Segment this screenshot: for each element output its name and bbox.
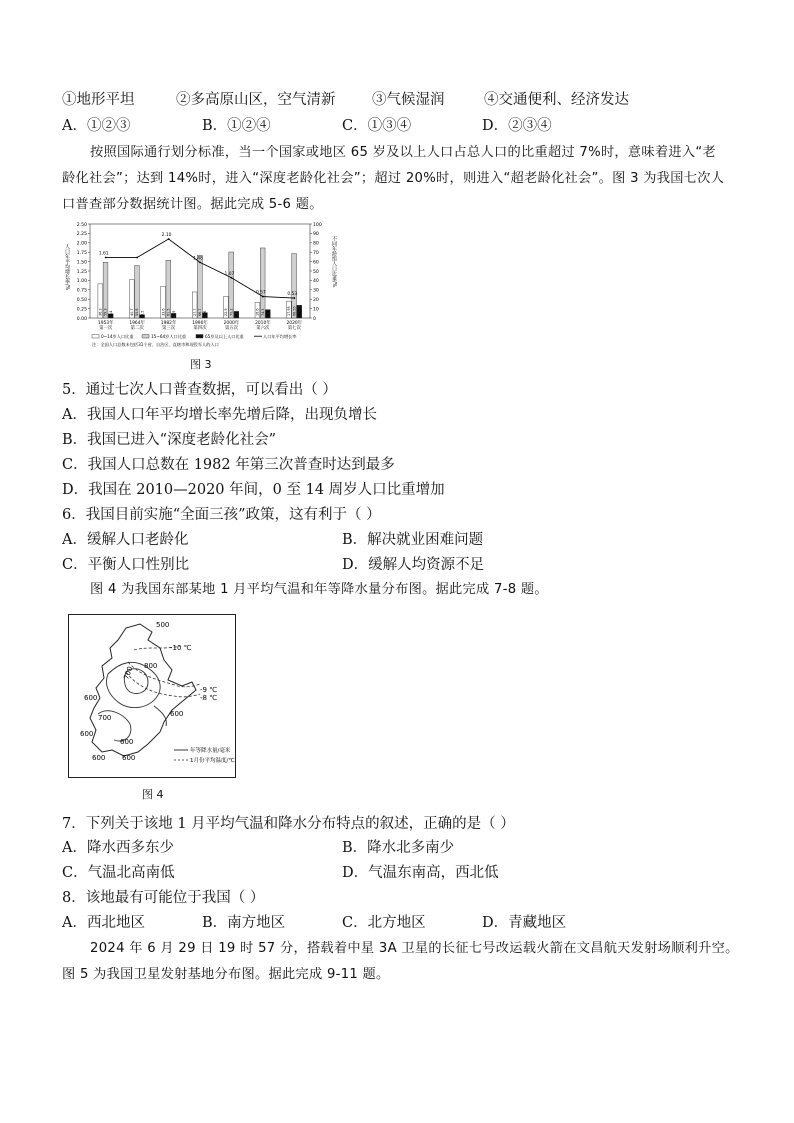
category-label: 2000年 (223, 321, 240, 326)
bar-value-label: 55.8 (135, 308, 140, 316)
q6-option-d: D．缓解人均资源不足 (342, 557, 485, 573)
right-tick-label: 70 (313, 251, 319, 256)
legend-label: 65岁及以上人口比重 (205, 334, 244, 339)
right-tick-label: 50 (313, 269, 319, 275)
q4-option-3: ③气候湿润 (372, 92, 445, 108)
q8-option-b: B．南方地区 (202, 915, 286, 931)
category-label: 2010年 (255, 321, 271, 326)
right-tick-label: 80 (313, 241, 319, 247)
category-label: 第一次 (99, 326, 113, 331)
bar-value-label: 70.2 (229, 308, 234, 316)
bar (229, 252, 234, 318)
legend-label: 15~64岁人口比重 (151, 334, 187, 339)
bar-value-label: 40.7 (129, 308, 134, 316)
category-label: 1982年 (160, 321, 177, 326)
figure-3-caption: 图 3 (190, 358, 212, 371)
intro-7-8 (62, 577, 742, 603)
legend-solid-label: 年等降水量/毫米 (190, 748, 231, 754)
left-tick-label: 2.25 (76, 232, 87, 238)
category-label: 第七次 (287, 326, 301, 331)
map-label: 600 (84, 694, 98, 702)
q6-stem: 6．我国目前实施“全面三孩”政策，这有利于（ ） (62, 507, 381, 523)
q7-option-b: B．降水北多南少 (342, 840, 455, 856)
q4-choice-b: B．①②④ (202, 118, 271, 134)
left-tick-label: 0.50 (76, 298, 87, 303)
category-label: 第六次 (256, 326, 270, 331)
intro-7-8-text: 图 4 为我国东部某地 1 月平均气温和年等降水量分布图。据此完成 7-8 题。 (90, 582, 548, 597)
intro-5-6-line1: 按照国际通行划分标准，当一个国家或地区 65 岁及以上人口占总人口的比重超过 7%时，意味着进入“老 (90, 145, 716, 160)
bar-value-label: 4.4 (108, 310, 113, 316)
q6-option-b: B．解决就业困难问题 (342, 532, 484, 548)
legend-dashed-label: 1月份平均温度/℃ (190, 758, 235, 764)
bar-value-label: 8.9 (266, 310, 271, 316)
growth-rate-label: 1.61 (98, 251, 109, 257)
intro-9-11 (62, 936, 742, 988)
left-axis-title: 人口年平均增长率/% (64, 244, 70, 291)
map-label: 600 (122, 754, 136, 762)
bar-value-label: 33.6 (161, 308, 166, 316)
q5-stem: 5．通过七次人口普查数据，可以看出（ ） (62, 382, 337, 398)
q8-stem: 8．该地最有可能位于我国（ ） (62, 890, 265, 906)
legend-swatch (92, 335, 99, 339)
bar-value-label: 22.9 (224, 308, 229, 316)
map-label: 500 (156, 621, 170, 629)
growth-rate-point (293, 297, 295, 299)
right-tick-label: 20 (313, 298, 319, 303)
bar-value-label: 5.6 (203, 310, 208, 316)
q7-option-c: C．气温北高南低 (62, 865, 175, 881)
legend-label: 人口年平均增长率 (263, 334, 297, 339)
category-label: 第四次 (193, 326, 207, 331)
right-tick-label: 30 (313, 288, 319, 294)
legend-swatch (142, 335, 149, 339)
bar-value-label: 3.5 (140, 310, 145, 316)
map-label: 600 (120, 738, 134, 746)
q7-stem: 7．下列关于该地 1 月平均气温和降水分布特点的叙述，正确的是（ ） (62, 816, 515, 832)
bar (260, 248, 265, 318)
q5-option-d: D．我国在 2010—2020 年间，0 至 14 周岁人口比重增加 (62, 482, 445, 498)
q6-option-c: C．平衡人口性别比 (62, 557, 190, 573)
category-label: 第五次 (224, 326, 239, 331)
bar-value-label: 4.9 (171, 310, 176, 316)
q7-option-a: A．降水西多东少 (62, 840, 174, 856)
intro-9-11-line1: 2024 年 6 月 29 日 19 时 57 分，搭载着中星 3A 卫星的长征七号改运载火箭在文昌航天发射场顺利升空。 (90, 941, 739, 956)
right-tick-label: 90 (313, 232, 319, 238)
q8-option-c: C．北方地区 (342, 915, 426, 931)
q4-choice-d: D．②③④ (482, 118, 552, 134)
growth-rate-point (231, 277, 233, 279)
category-label: 1990年 (192, 321, 208, 326)
map-label: 600 (92, 754, 106, 762)
bar-value-label: 74.5 (260, 308, 265, 316)
left-tick-label: 0.00 (76, 316, 87, 322)
bar-value-label: 17.95 (287, 306, 292, 316)
bar-value-label: 7 (234, 313, 239, 316)
growth-rate-label: 2.10 (161, 233, 172, 239)
left-tick-label: 0.75 (76, 288, 87, 294)
growth-rate-point (136, 257, 138, 259)
left-tick-label: 0.25 (76, 307, 87, 313)
legend-swatch (196, 335, 203, 339)
category-label: 第二次 (130, 326, 144, 331)
intro-5-6 (62, 140, 742, 218)
intro-5-6-line2: 龄化社会”；达到 14%时，进入“深度老龄化社会”；超过 20%时，则进入“超老龄化社会”。图 3 为我国七次人 (62, 171, 725, 186)
map-label: 700 (122, 665, 135, 681)
q5-option-a: A．我国人口年平均增长率先增后降，出现负增长 (62, 407, 377, 423)
q5-option-c: C．我国人口总数在 1982 年第三次普查时达到最多 (62, 457, 395, 473)
left-tick-label: 2.50 (76, 222, 87, 228)
left-tick-label: 1.75 (76, 251, 87, 256)
q8-option-a: A．西北地区 (62, 915, 145, 931)
growth-rate-label: 1.07 (224, 271, 235, 277)
category-label: 1953年 (97, 321, 114, 326)
left-tick-label: 2.00 (76, 241, 87, 247)
q4-option-2: ②多高原山区，空气清新 (176, 92, 336, 108)
category-label: 第三次 (161, 326, 176, 331)
bar-value-label: 68.55 (292, 306, 297, 316)
bar-value-label: 66.7 (198, 308, 202, 316)
chart-note: 注：全国人口总数未包括31个省、自治区、直辖市和现役军人的人口 (92, 342, 219, 347)
q4-option-1: ①地形平坦 (62, 92, 135, 108)
q4-choice-a: A．①②③ (62, 118, 131, 134)
bar-value-label: 59.3 (103, 308, 108, 316)
growth-rate-label: 1.48 (193, 256, 203, 262)
bar-value-label: 27.7 (192, 308, 197, 316)
bar-value-label: 13.5 (297, 308, 302, 316)
q4-choice-c: C．①③④ (342, 118, 412, 134)
right-axis-title: 不同年龄组人口比重/% (331, 236, 337, 288)
figure-4-caption: 图 4 (142, 788, 164, 801)
legend-label: 0~14岁人口比重 (101, 334, 134, 339)
category-label: 1964年 (129, 321, 145, 326)
right-tick-label: 40 (313, 279, 319, 285)
left-tick-label: 1.00 (76, 279, 87, 285)
map-label: -9 ℃ (200, 686, 218, 694)
figure-4-map (68, 614, 236, 778)
right-tick-label: 60 (313, 260, 319, 266)
q5-option-b: B．我国已进入“深度老龄化社会” (62, 432, 276, 448)
map-label: 600 (170, 710, 184, 718)
left-tick-label: 1.50 (76, 260, 87, 266)
growth-rate-point (262, 296, 264, 298)
right-tick-label: 100 (313, 222, 322, 228)
right-tick-label: 0 (313, 316, 316, 322)
map-label: 700 (98, 714, 112, 722)
bar-value-label: 61.5 (166, 308, 171, 316)
growth-rate-point (168, 238, 170, 240)
map-label: 800 (144, 662, 158, 670)
map-label: -10 ℃ (170, 644, 192, 652)
growth-rate-point (199, 261, 201, 263)
category-label: 2020年 (286, 321, 303, 326)
growth-rate-label: 0.53 (287, 292, 298, 298)
q8-option-d: D．青藏地区 (482, 915, 567, 931)
map-label: 600 (80, 730, 94, 738)
q7-option-d: D．气温东南高，西北低 (342, 865, 499, 881)
growth-rate-label: 0.57 (255, 290, 266, 296)
left-tick-label: 1.25 (76, 269, 87, 275)
bar-value-label: 16.6 (255, 308, 260, 316)
right-tick-label: 10 (313, 307, 319, 313)
map-label: -8 ℃ (200, 694, 218, 702)
growth-rate-point (105, 257, 107, 259)
intro-9-11-line2: 图 5 为我国卫星发射基地分布图。据此完成 9-11 题。 (62, 967, 390, 982)
q6-option-a: A．缓解人口老龄化 (62, 532, 189, 548)
figure-3-chart (62, 214, 342, 354)
q4-option-4: ④交通便利、经济发达 (484, 92, 629, 108)
bar-value-label: 36.3 (98, 308, 103, 316)
intro-5-6-line3: 口普查部分数据统计图。据此完成 5-6 题。 (62, 197, 323, 212)
